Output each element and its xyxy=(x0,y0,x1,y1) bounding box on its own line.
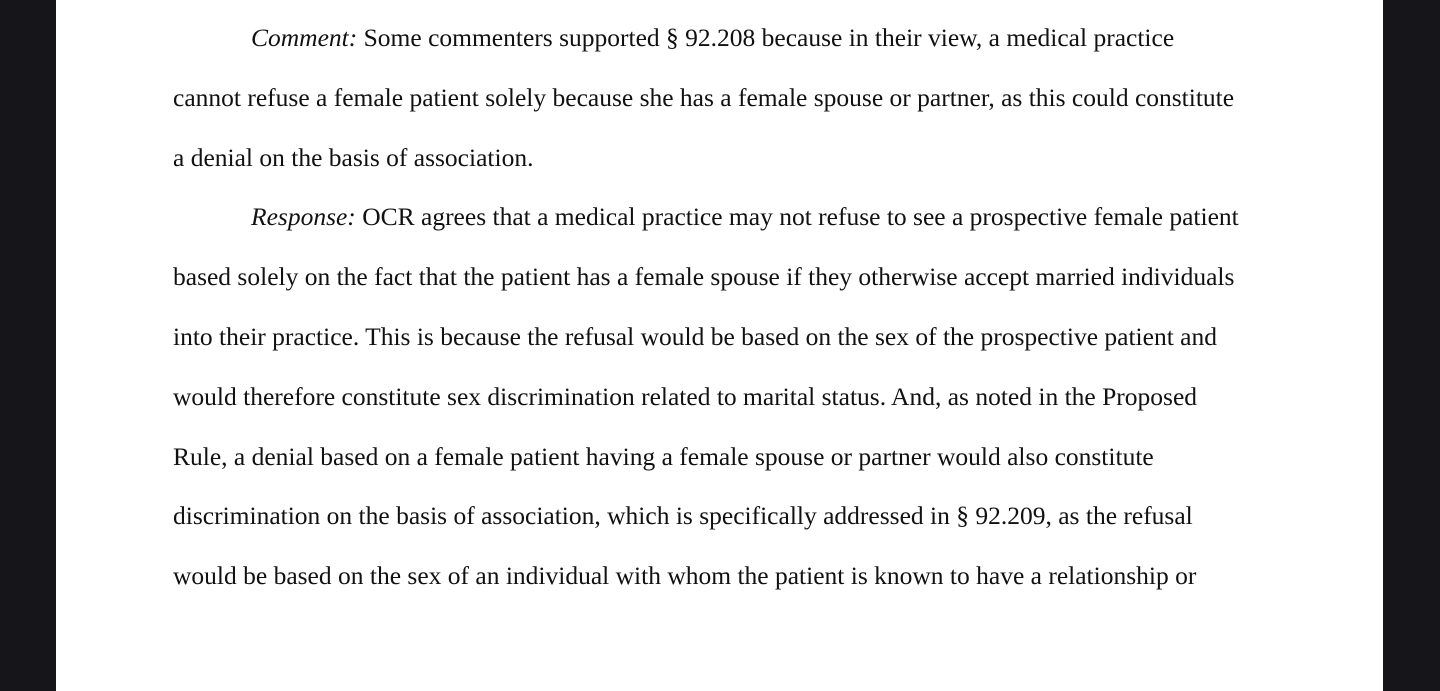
text-line: would therefore constitute sex discrimination related to marital status. And, as noted in the Proposed xyxy=(173,381,1198,411)
text-line: Rule, a denial based on a female patient having a female spouse or partner would also constitute xyxy=(173,441,1154,471)
text-line: cannot refuse a female patient solely because she has a female spouse or partner, as this could constitute xyxy=(173,82,1235,112)
comment-label: Comment: xyxy=(251,23,358,52)
document-text xyxy=(173,8,1283,606)
comment-paragraph xyxy=(173,8,1283,187)
text-line xyxy=(173,8,1283,68)
text-line: discrimination on the basis of association, which is specifically addressed in § 92.209, as the refusal xyxy=(173,501,1193,531)
text-line-content: OCR agrees that a medical practice may not refuse to see a prospective female patient xyxy=(355,202,1239,232)
response-label: Response: xyxy=(251,202,356,232)
text-line: a denial on the basis of association. xyxy=(173,142,534,172)
text-line: would be based on the sex of an individual with whom the patient is known to have a relationship or xyxy=(173,561,1197,591)
text-line-content: Some commenters supported § 92.208 because in their view, a medical practice xyxy=(357,23,1175,52)
text-line xyxy=(173,187,1283,247)
text-line: based solely on the fact that the patient has a female spouse if they otherwise accept married individuals xyxy=(173,262,1235,292)
text-line: into their practice. This is because the refusal would be based on the sex of the prospective patient and xyxy=(173,321,1217,351)
response-paragraph xyxy=(173,187,1283,606)
document-page[interactable] xyxy=(56,0,1383,691)
